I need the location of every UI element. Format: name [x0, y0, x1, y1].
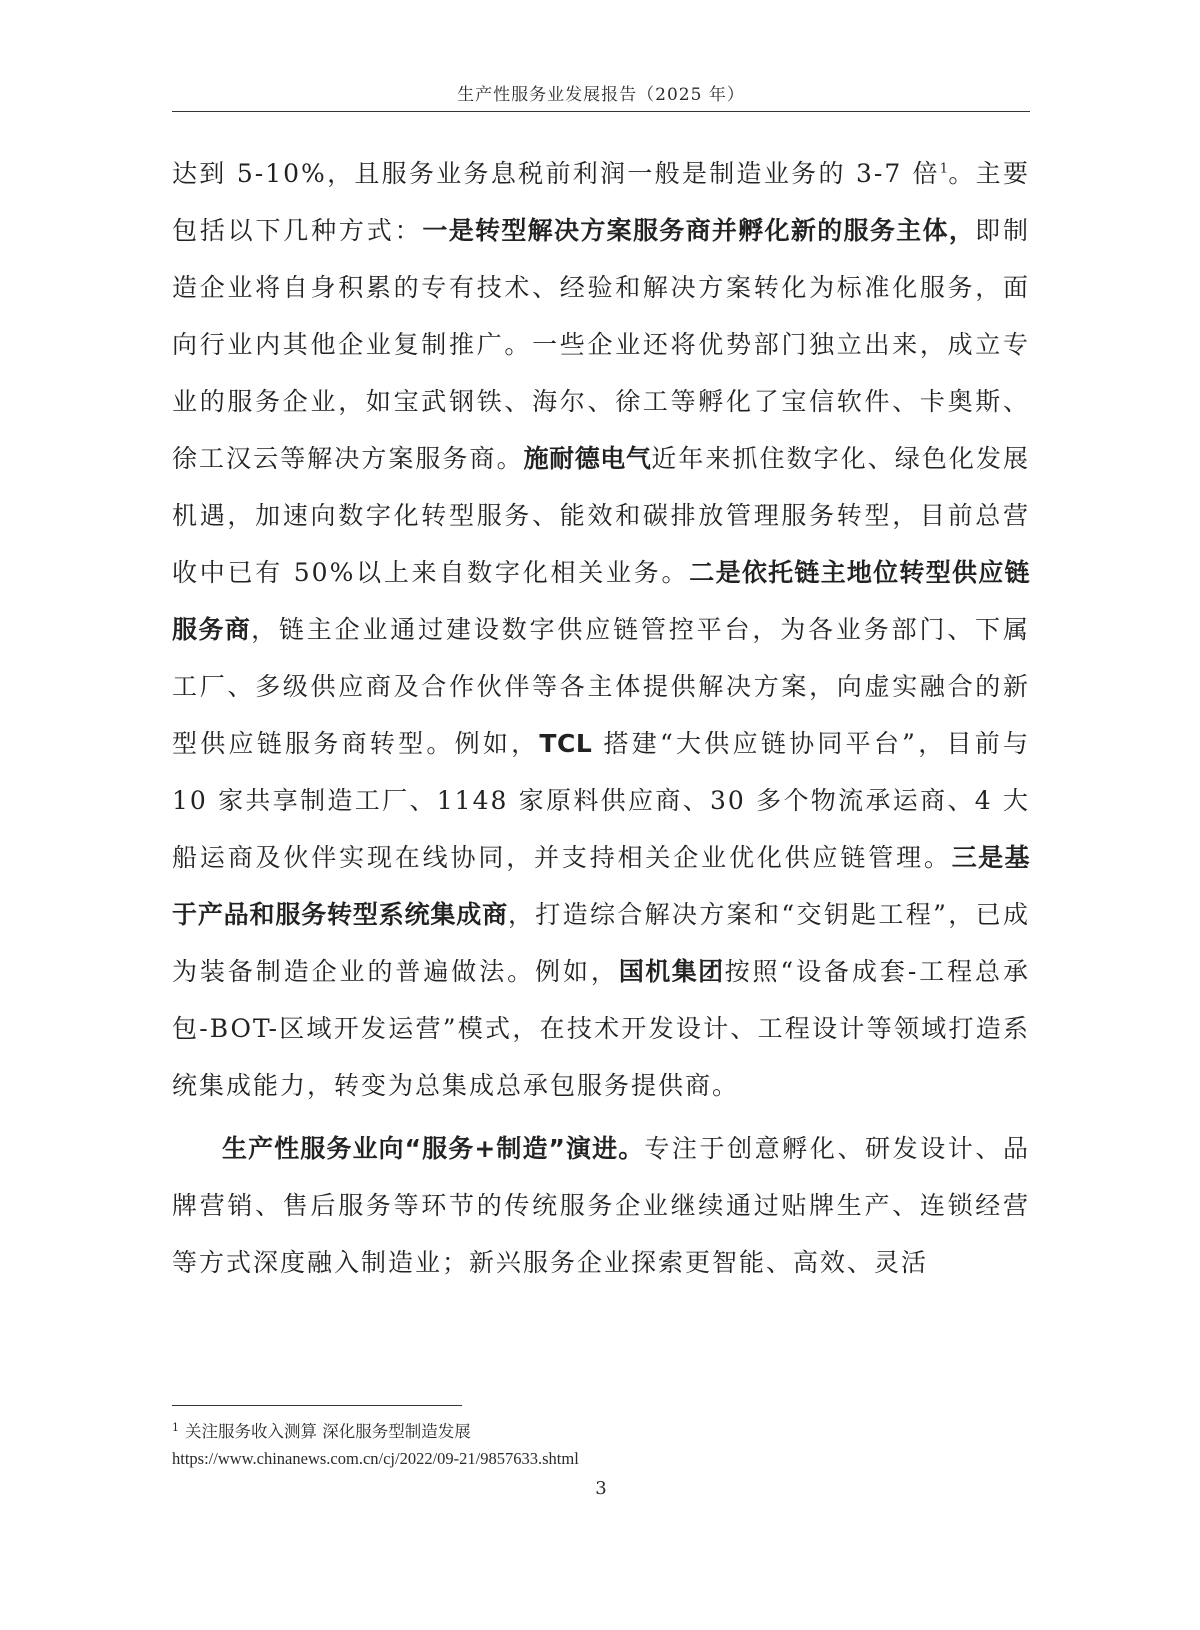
paragraph	[172, 1120, 1030, 1291]
footnote-url[interactable]: https://www.chinanews.com.cn/cj/2022/09-21/9857633.shtml	[172, 1449, 579, 1468]
bold-phrase: 二是依托链主地位转型供应链服务商	[172, 558, 1030, 644]
text-run: ，链主企业通过建设数字供应链管控平台，为各业务部门、下属工厂、多级供应商及合作伙伴等各主体提供解决方案，向虚实融合的新型供应链服务商转型。例如，	[172, 615, 1030, 758]
text-run: 搭建“大供应链协同平台”，目前与 10 家共享制造工厂、1148 家原料供应商、30 多个物流承运商、4 大船运商及伙伴实现在线协同，并支持相关企业优化供应链管理。	[172, 729, 1030, 872]
body-text	[172, 145, 1030, 1291]
footnote-rule	[172, 1405, 462, 1406]
footnote-citation	[172, 1418, 1030, 1445]
bold-phrase: 国机集团	[618, 957, 725, 986]
running-header: 生产性服务业发展报告（2025 年）	[457, 85, 745, 105]
text-run: 。主要包括以下几种方式：	[172, 159, 1030, 245]
text-run: 即制造企业将自身积累的专有技术、经验和解决方案转化为标准化服务，面向行业内其他企业复制推广。一些企业还将优势部门独立出来，成立专业的服务企业，如宝武钢铁、海尔、徐工等孵化了宝信软件、卡奥斯、徐工汉云等解决方案服务商。	[172, 216, 1030, 473]
footnote-mark: 1	[172, 1420, 179, 1434]
footnote-text: 关注服务收入测算 深化服务型制造发展	[185, 1422, 471, 1441]
bold-phrase: 生产性服务业向“服务+制造”演进。	[222, 1134, 645, 1163]
page-number: 3	[595, 1478, 607, 1499]
text-run: 达到 5-10%，且服务业务息税前利润一般是制造业务的 3-7 倍	[172, 159, 940, 188]
footnote	[172, 1418, 1030, 1472]
text-run: 专注于创意孵化、研发设计、品牌营销、售后服务等环节的传统服务企业继续通过贴牌生产、连锁经营等方式深度融入制造业；新兴服务企业探索更智能、高效、灵活	[172, 1134, 1030, 1277]
bold-phrase: 一是转型解决方案服务商并孵化新的服务主体，	[422, 216, 976, 245]
bold-phrase: 三是基于产品和服务转型系统集成商	[172, 843, 1030, 929]
bold-phrase: TCL	[539, 729, 593, 758]
text-run: ，打造综合解决方案和“交钥匙工程”，已成为装备制造企业的普遍做法。例如，	[172, 900, 1030, 986]
header-rule	[172, 111, 1030, 112]
text-run: 近年来抓住数字化、绿色化发展机遇，加速向数字化转型服务、能效和碳排放管理服务转型，目前总营收中已有 50%以上来自数字化相关业务。	[172, 444, 1030, 587]
footnote-reference: 1	[939, 161, 949, 177]
bold-phrase: 施耐德电气	[523, 444, 652, 473]
text-run: 按照“设备成套-工程总承包-BOT-区域开发运营”模式，在技术开发设计、工程设计等领域打造系统集成能力，转变为总集成总承包服务提供商。	[172, 957, 1030, 1100]
paragraph	[172, 145, 1030, 1114]
